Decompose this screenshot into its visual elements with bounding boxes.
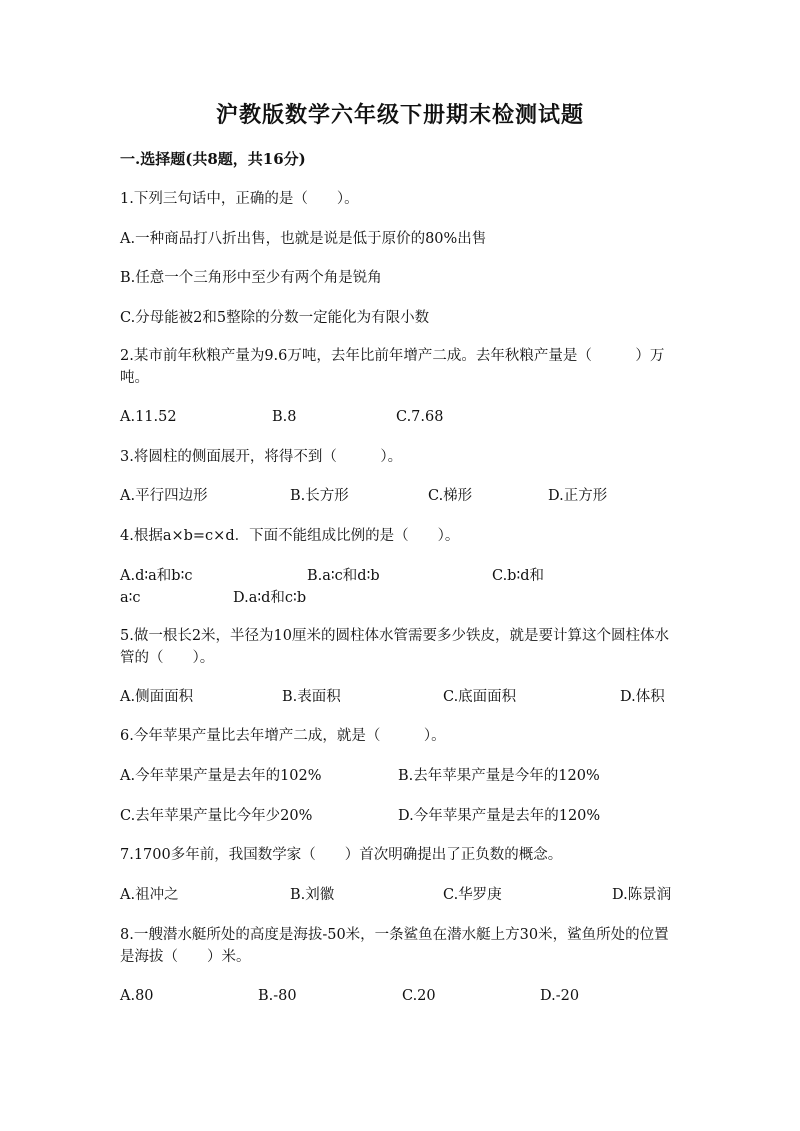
section-heading: 一.选择题(共8题，共16分) [120, 150, 306, 168]
q6-option-d: D.今年苹果产量是去年的120% [398, 808, 601, 824]
q8-option-c: C.20 [402, 988, 436, 1004]
q1-option-b: B.任意一个三角形中至少有两个角是锐角 [120, 270, 382, 286]
question-4-stem: 4.根据a×b=c×d．下面不能组成比例的是（ ）。 [120, 528, 460, 544]
question-6-stem: 6.今年苹果产量比去年增产二成，就是（ ）。 [120, 728, 446, 744]
q8-option-a: A.80 [120, 988, 154, 1004]
q7-option-d: D.陈景润 [612, 887, 672, 903]
question-8-stem: 8.一艘潜水艇所处的高度是海拔-50米，一条鲨鱼在潜水艇上方30米，鲨鱼所处的位置是海拔（ ）米。 [120, 927, 669, 965]
question-1-stem: 1.下列三句话中，正确的是（ ）。 [120, 191, 359, 207]
question-5-stem: 5.做一根长2米，半径为10厘米的圆柱体水管需要多少铁皮，就是要计算这个圆柱体水管的（ ）。 [120, 628, 670, 666]
q1-option-a: A.一种商品打八折出售，也就是说是低于原价的80%出售 [120, 231, 487, 247]
q5-option-d: D.体积 [620, 689, 665, 705]
q5-option-b: B.表面积 [282, 689, 341, 705]
q8-option-b: B.-80 [258, 988, 297, 1004]
question-3-stem: 3.将圆柱的侧面展开，将得不到（ ）。 [120, 449, 403, 465]
q3-option-c: C.梯形 [428, 488, 473, 504]
q3-option-d: D.正方形 [548, 488, 608, 504]
q5-option-c: C.底面面积 [443, 689, 517, 705]
q4-option-b: B.a∶c和d∶b [307, 568, 380, 584]
q5-option-a: A.侧面面积 [120, 689, 194, 705]
q7-option-c: C.华罗庚 [443, 887, 502, 903]
q8-option-d: D.-20 [540, 988, 580, 1004]
q4-option-c: C.b∶d和 [492, 568, 545, 584]
q7-option-b: B.刘徽 [290, 887, 335, 903]
q4-option-a: A.d∶a和b∶c [120, 568, 193, 584]
q2-option-b: B.8 [272, 409, 297, 425]
q3-option-a: A.平行四边形 [120, 488, 208, 504]
question-7-stem: 7.1700多年前，我国数学家（ ）首次明确提出了正负数的概念。 [120, 847, 563, 863]
q6-option-b: B.去年苹果产量是今年的120% [398, 768, 600, 784]
q4-option-c-continued: a∶c [120, 590, 141, 606]
q1-option-c: C.分母能被2和5整除的分数一定能化为有限小数 [120, 310, 430, 326]
q3-option-b: B.长方形 [290, 488, 349, 504]
q6-option-a: A.今年苹果产量是去年的102% [120, 768, 322, 784]
page-title: 沪教版数学六年级下册期末检测试题 [215, 102, 584, 128]
q2-option-c: C.7.68 [396, 409, 444, 425]
q6-option-c: C.去年苹果产量比今年少20% [120, 808, 313, 824]
q2-option-a: A.11.52 [120, 409, 177, 425]
question-2-stem: 2.某市前年秋粮产量为9.6万吨，去年比前年增产二成。去年秋粮产量是（ ）万吨。 [120, 348, 665, 386]
q7-option-a: A.祖冲之 [120, 887, 179, 903]
q4-option-d: D.a∶d和c∶b [233, 590, 307, 606]
